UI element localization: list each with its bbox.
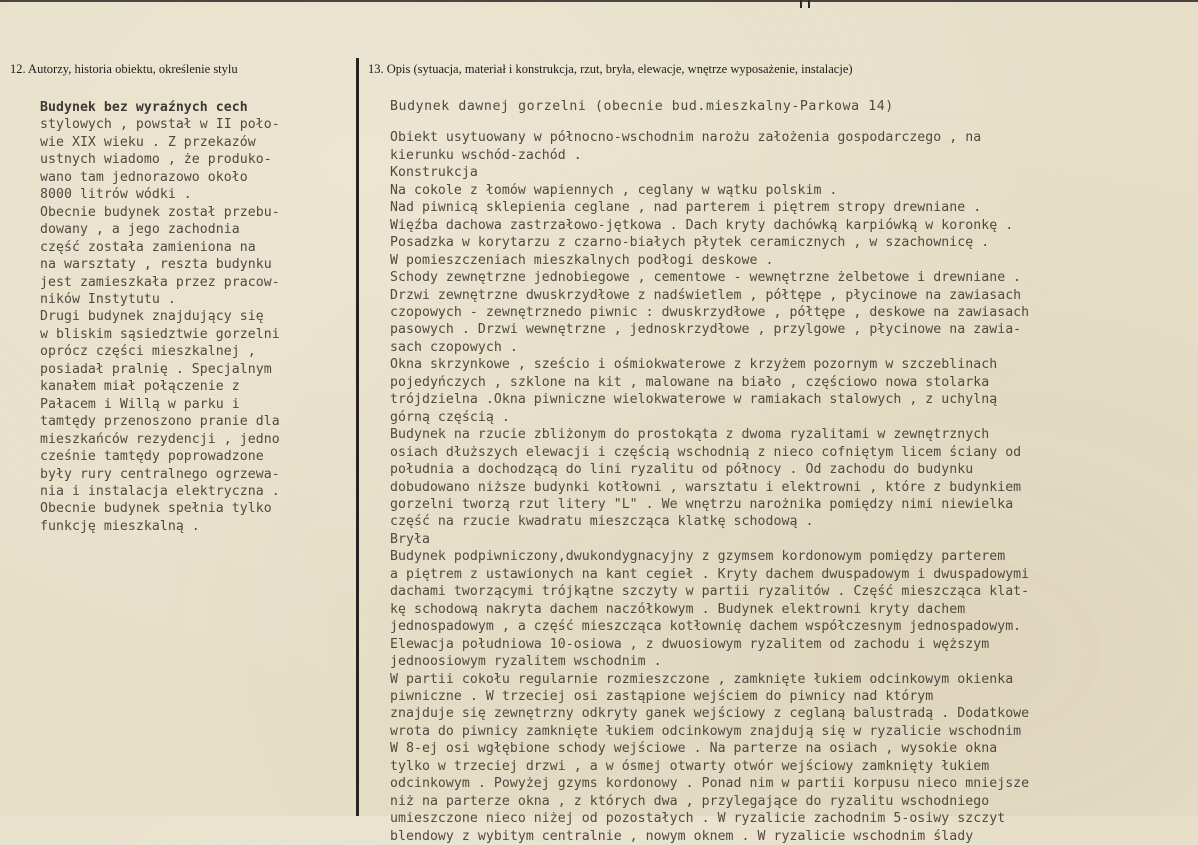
text-line: a piętrem z ustawionych na kant cegieł . Kryty dachem dwuspadowym i dwuspadowymi [390,566,1030,582]
text-line: tamtędy przenoszono pranie dla [40,414,280,430]
subsection-heading: Bryła [390,531,430,547]
text-line: Okna skrzynkowe , sześcio i ośmiokwaterowe z krzyżem pozornym w szczeblinach [390,357,998,373]
text-line: wano tam jednorazowo około [40,169,248,185]
text-line: wie XIX wieku . Z przekazów [40,134,256,150]
top-edge-mark [800,0,810,8]
text-line: Posadzka w korytarzu z czarno-białych płytek ceramicznych , w szachownicę . [390,235,990,251]
subsection-heading: Konstrukcja [390,165,478,181]
text-line: posiadał pralnię . Specjalnym [40,361,272,377]
text-line: Obecnie budynek spełnia tylko [40,501,272,517]
text-line: Budynek bez wyraźnych cech [40,100,248,115]
text-line: część została zamieniona na [40,239,256,255]
text-line: Pałacem i Willą w parku i [40,396,240,412]
text-line: blendowy z wybitym centralnie , nowym oknem . W ryzalicie wschodnim ślady [390,828,974,844]
text-line: pasowych . Drzwi wewnętrzne , jednoskrzydłowe , przylgowe , płycinowe na zawia- [390,322,1022,338]
text-line: dobudowano niższe budynki kotłowni , warsztatu i elektrowni , które z budynkiem [390,479,1022,495]
text-line: dowany , a jego zachodnia [40,222,240,238]
section-12-heading: 12. Autorzy, historia obiektu, określenie stylu [10,62,238,76]
section-12-text [40,99,350,535]
text-line: niż na parterze okna , z których dwa , przylegające do ryzalitu wschodniego [390,793,990,809]
text-line: trójdzielna .Okna piwniczne wielokwaterowe w ramiakach stalowych , z uchylną [390,392,998,408]
text-line: Drugi budynek znajdujący się [40,309,264,325]
text-line: cześnie tamtędy poprowadzone [40,449,264,465]
text-line: umieszczone nieco niżej od pozostałych . W ryzalicie zachodnim 5-osiwy szczyt [390,811,1006,827]
text-line: Budynek podpiwniczony,dwukondygnacyjny z gzymsem kordonowym pomiędzy parterem [390,549,1006,565]
text-line: W partii cokołu regularnie rozmieszczone , zamknięte łukiem odcinkowym okienka [390,671,1014,687]
text-line: tylko w trzeciej drzwi , a w ósmej otwarty otwór wejściowy zamknięty łukiem [390,758,990,774]
text-line: sach czopowych . [390,339,518,355]
text-line: W pomieszczeniach mieszkalnych podłogi deskowe . [390,252,774,268]
text-line: ników Instytutu . [40,291,176,307]
text-line: odcinkowym . Powyżej gzyms kordonowy . Ponad nim w partii korpusu nieco mniejsze [390,776,1030,792]
text-line: oprócz części mieszkalnej , [40,344,256,360]
text-line: w bliskim sąsiedztwie gorzelni [40,326,280,342]
text-line: znajduje się zewnętrzny odkryty ganek wejściowy z ceglaną balustradą . Dodatkowe [390,706,1030,722]
text-line: stylowych , powstał w II poło- [40,117,280,133]
text-line: były rury centralnego ogrzewa- [40,466,280,482]
text-line: południa a dochodzącą do lini ryzalitu od północy . Od zachodu do budynku [390,462,974,478]
text-line: kanałem miał połączenie z [40,379,240,395]
building-title: Budynek dawnej gorzelni (obecnie bud.mieszkalny-Parkowa 14) [390,99,894,114]
column-divider [356,58,359,816]
text-line: jest zamieszkała przez pracow- [40,274,280,290]
text-line: Na cokole z łomów wapiennych , ceglany w wątku polskim . [390,182,838,198]
text-line: pojedyńczych , szklone na kit , malowane na biało , częściowo nowa stolarka [390,374,990,390]
text-line: górną częścią . [390,409,510,425]
text-line: Budynek na rzucie zbliżonym do prostokąta z dwoma ryzalitami w zewnętrznych [390,427,990,443]
text-line: na warsztaty , reszta budynku [40,257,272,273]
text-line: jednospadowym , a część mieszcząca kotłownię dachem współczesnym jednospadowym. [390,619,1022,635]
text-line: piwniczne . W trzeciej osi zastąpione wejściem do piwnicy nad którym [390,688,934,704]
text-line: czopowych - zewnętrznedo piwnic : dwuskrzydłowe , półtępe , deskowe na zawiasach [390,304,1030,320]
text-line: Elewacja południowa 10-osiowa , z dwuosiowym ryzalitem od zachodu i węższym [390,636,990,652]
text-line: mieszkańców rezydencji , jedno [40,431,280,447]
section-13-heading: 13. Opis (sytuacja, materiał i konstrukcja, rzut, bryła, elewacje, wnętrze wyposażenie, instalacje) [368,62,853,76]
text-line: osiach dłuższych elewacji i częścią wschodnią z nieco cofniętym licem ściany od [390,444,1022,460]
text-line: Obecnie budynek został przebu- [40,204,280,220]
text-line: funkcję mieszkalną . [40,518,200,534]
text-line: Więźba dachowa zastrzałowo-jętkowa . Dach kryty dachówką karpiówką w koronkę . [390,217,1014,233]
text-line: dachami tworzącymi trójkątne szczyty w partii ryzalitów . Część mieszcząca klat- [390,584,1030,600]
text-line: Nad piwnicą sklepienia ceglane , nad parterem i piętrem stropy drewniane . [390,200,982,216]
text-line: Schody zewnętrzne jednobiegowe , cementowe - wewnętrzne żelbetowe i drewniane . [390,270,1022,286]
text-line: Drzwi zewnętrzne dwuskrzydłowe z nadświetlem , półtępe , płycinowe na zawiasach [390,287,1022,303]
section-13-text [390,98,1190,845]
text-line: wrota do piwnicy zamknięte łukiem odcinkowym znajdują się w ryzalicie wschodnim [390,723,1022,739]
text-line: W 8-ej osi wgłębione schody wejściowe . Na parterze na osiach , wysokie okna [390,741,998,757]
text-line: Obiekt usytuowany w północno-wschodnim narożu założenia gospodarczego , na [390,130,982,146]
top-border-line [0,0,1198,2]
text-line: ustnych wiadomo , że produko- [40,152,272,168]
text-line: kierunku wschód-zachód . [390,147,582,163]
text-line: jednoosiowym ryzalitem wschodnim . [390,654,662,670]
text-line: 8000 litrów wódki . [40,187,192,203]
text-line: część na rzucie kwadratu mieszcząca klatkę schodową . [390,514,814,530]
text-line: kę schodową nakryta dachem naczółkowym . Budynek elektrowni kryty dachem [390,601,966,617]
text-line: gorzelni tworzą rzut litery "L" . We wnętrzu narożnika pomiędzy nimi niewielka [390,496,1014,512]
text-line: nia i instalacja elektryczna . [40,483,280,499]
